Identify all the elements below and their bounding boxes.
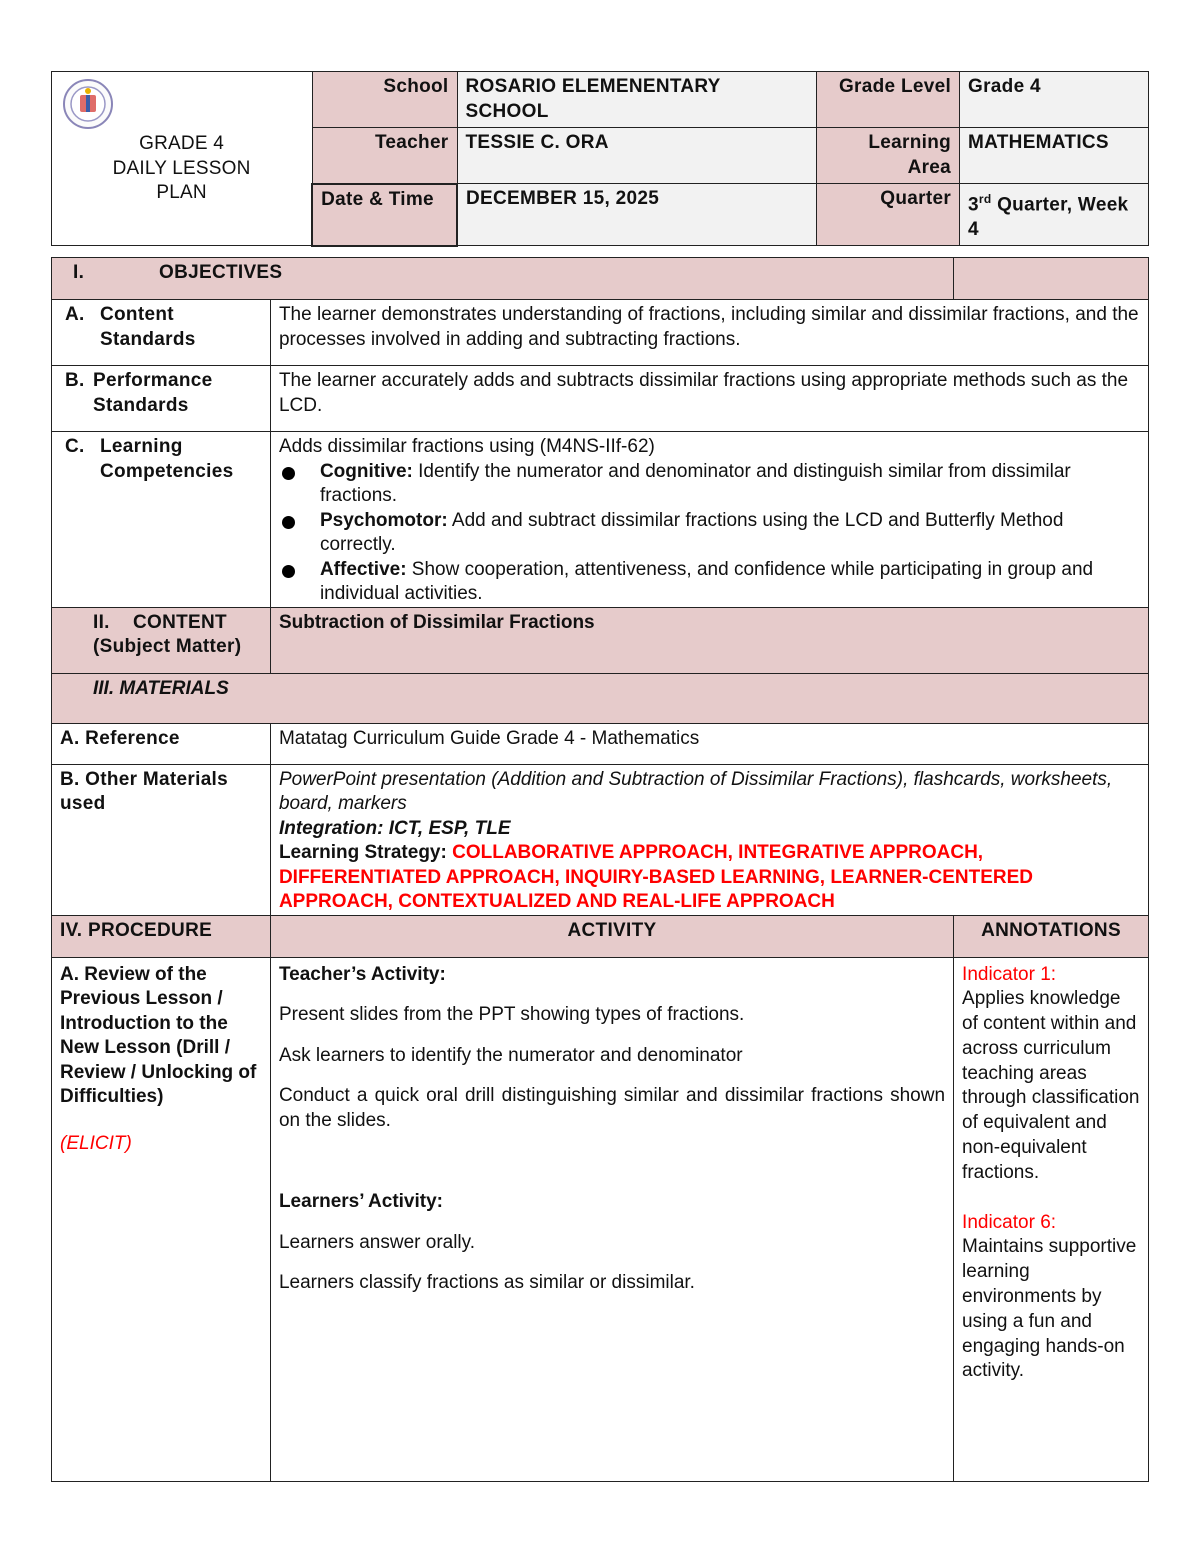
competency-psychomotor: Psychomotor: Add and subtract dissimilar fractions using the LCD and Butterfly Method correctly. <box>279 509 1140 558</box>
review-step-label: A. Review of the Previous Lesson / Introduction to the New Lesson (Drill / Review / Unlocking of Difficulties) <box>60 963 257 1107</box>
learning-competencies-text <box>270 432 1148 608</box>
reference-value: Matatag Curriculum Guide Grade 4 - Mathematics <box>270 723 1148 764</box>
integration-text: Integration: ICT, ESP, TLE <box>278 817 511 839</box>
content-standards-text: The learner demonstrates understanding of fractions, including similar and dissimilar fractions, and the processes involved in adding and subtracting fractions. <box>270 300 1148 366</box>
competency-cognitive: Cognitive: Identify the numerator and denominator and distinguish similar from dissimilar fractions. <box>279 460 1140 509</box>
other-materials-cell <box>270 764 1148 915</box>
quarter-label: Quarter <box>817 184 960 246</box>
teacher-item: Ask learners to identify the numerator and denominator <box>278 1044 743 1066</box>
header-logo-cell <box>52 72 313 246</box>
indicator-text: Maintains supportive learning environments by using a fun and engaging hands-on activity. <box>962 1236 1137 1382</box>
procedure-heading: IV. PROCEDURE <box>52 915 271 957</box>
annotations-heading: ANNOTATIONS <box>954 915 1149 957</box>
competency-affective: Affective: Show cooperation, attentiveness, and confidence while participating in group and individual activities. <box>279 558 1140 607</box>
teacher-label: Teacher <box>312 128 457 184</box>
quarter-value: 3rd Quarter, Week 4 <box>960 184 1149 246</box>
indicator-text: Applies knowledge of content within and across curriculum teaching areas through classification of equivalent and non-equivalent fractions. <box>962 988 1140 1183</box>
school-value: ROSARIO ELEMENENTARY SCHOOL <box>457 72 817 128</box>
plan-title: GRADE 4 DAILY LESSON PLAN <box>112 133 251 203</box>
indicator-label: Indicator 6: <box>962 1211 1057 1233</box>
date-label: Date & Time <box>312 184 457 246</box>
content-standards-label: A. Content Standards <box>52 300 271 366</box>
teacher-item: Present slides from the PPT showing types of fractions. <box>278 1004 745 1025</box>
indicator-label: Indicator 1: <box>962 963 1057 985</box>
reference-label: A. Reference <box>52 723 271 764</box>
area-label: Learning Area <box>817 128 960 184</box>
learner-item: Learners answer orally. <box>278 1231 476 1253</box>
activity-cell <box>270 957 953 1481</box>
competency-list <box>279 460 1140 607</box>
grade-value: Grade 4 <box>960 72 1149 128</box>
other-materials-text: PowerPoint presentation (Addition and Subtraction of Dissimilar Fractions), flashcards, worksheets, board, markers <box>278 768 1113 814</box>
competency-code-line: Adds dissimilar fractions using (M4NS-IIf-62) <box>278 436 655 457</box>
objectives-heading: I. OBJECTIVES <box>52 258 954 300</box>
header-table <box>51 71 1149 247</box>
performance-standards-label: B. Performance Standards <box>52 366 271 432</box>
grade-label: Grade Level <box>817 72 960 128</box>
deped-seal <box>62 78 114 130</box>
teacher-value: TESSIE C. ORA <box>457 128 817 184</box>
annotations-cell <box>954 957 1149 1481</box>
elicit-tag: (ELICIT) <box>60 1132 132 1154</box>
area-value: MATHEMATICS <box>960 128 1149 184</box>
content-subject-matter: Subtraction of Dissimilar Fractions <box>270 607 1148 673</box>
learning-competencies-label: C. Learning Competencies <box>52 432 271 608</box>
other-materials-label: B. Other Materials used <box>52 764 271 915</box>
teacher-activity-heading: Teacher’s Activity: <box>278 963 446 985</box>
procedure-step-label <box>52 957 271 1481</box>
learning-strategy: Learning Strategy: COLLABORATIVE APPROACH, INTEGRATIVE APPROACH, DIFFERENTIATED APPROACH, INQUIRY-BASED LEARNING, LEARNER-CENTERED APPROACH, CONTEXTUALIZED AND REAL-LIFE APPROACH <box>278 842 1033 912</box>
performance-standards-text: The learner accurately adds and subtracts dissimilar fractions using appropriate methods such as the LCD. <box>270 366 1148 432</box>
activity-heading: ACTIVITY <box>270 915 953 957</box>
learner-item: Learners classify fractions as similar or dissimilar. <box>278 1272 695 1293</box>
lesson-plan-table <box>51 257 1149 1482</box>
materials-heading: III. MATERIALS <box>52 673 1149 723</box>
date-value: DECEMBER 15, 2025 <box>457 184 817 246</box>
learner-activity-heading: Learners’ Activity: <box>278 1191 443 1212</box>
teacher-item: Conduct a quick oral drill distinguishing similar and dissimilar fractions shown on the slides. <box>278 1085 946 1131</box>
objectives-heading-blank <box>954 258 1149 300</box>
content-label: II. CONTENT (Subject Matter) <box>52 607 271 673</box>
school-label: School <box>312 72 457 128</box>
